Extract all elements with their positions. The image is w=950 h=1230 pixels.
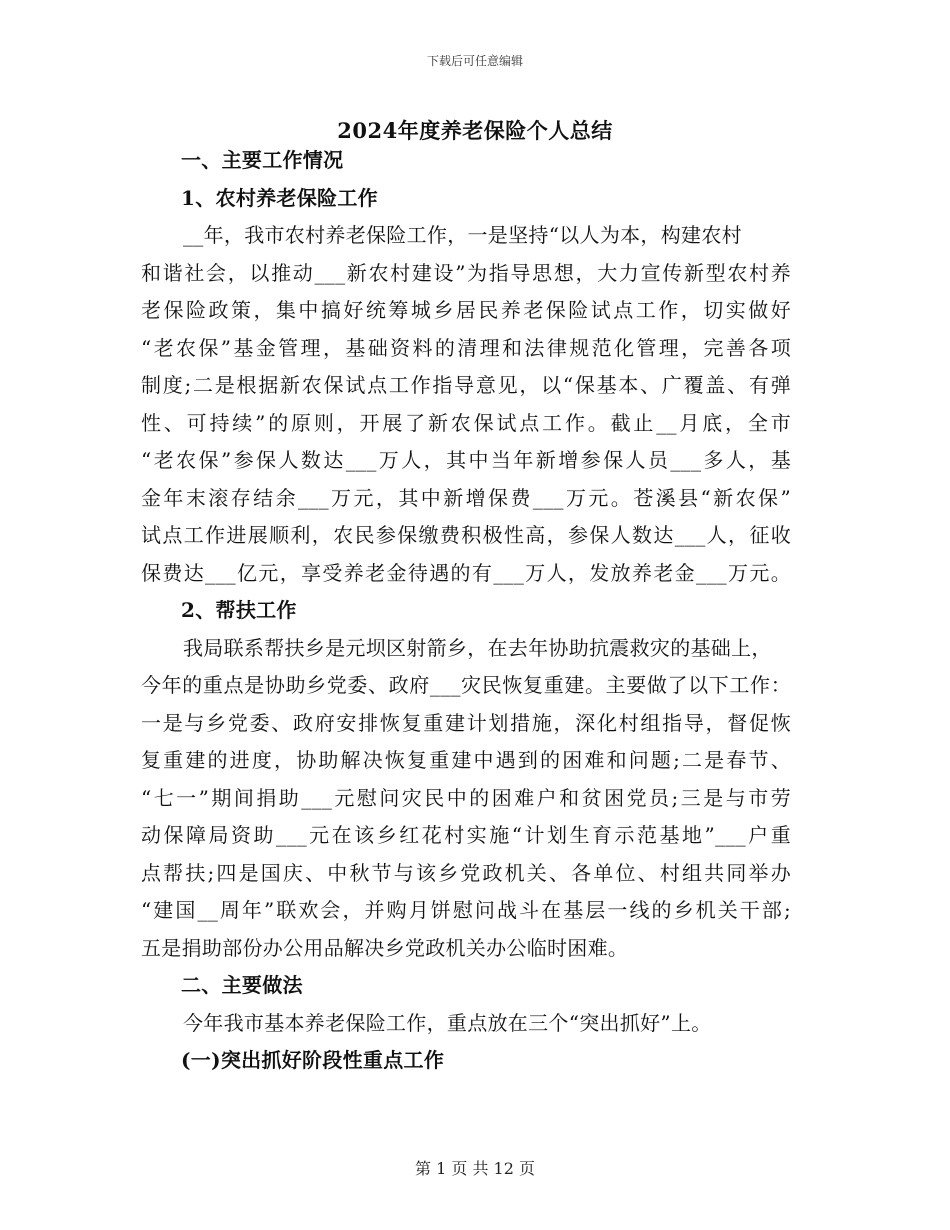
paragraph-line: “七一”期间捐助___元慰问灾民中的困难户和贫困党员;三是与市劳: [141, 785, 791, 810]
paragraph-line: 今年我市基本养老保险工作，重点放在三个“突出抓好”上。: [183, 1010, 712, 1035]
paragraph-line: 点帮扶;四是国庆、中秋节与该乡党政机关、各单位、村组共同举办: [141, 860, 791, 885]
document-title: 2024年度养老保险个人总结: [337, 118, 613, 143]
page-footer: 第 1 页 共 12 页: [415, 1159, 535, 1178]
section-heading: 2、帮扶工作: [181, 598, 297, 622]
section-heading: (一)突出抓好阶段性重点工作: [181, 1048, 445, 1072]
paragraph-line: 今年的重点是协助乡党委、政府___灾民恢复重建。主要做了以下工作：: [141, 673, 791, 697]
section-heading: 二、主要做法: [181, 973, 303, 997]
paragraph-line: 性、可持续”的原则，开展了新农保试点工作。截止__月底，全市: [141, 410, 791, 435]
paragraph-line: 金年末滚存结余___万元，其中新增保费___万元。苍溪县“新农保”: [141, 485, 791, 510]
paragraph-line: 和谐社会，以推动___新农村建设”为指导思想，大力宣传新型农村养: [141, 260, 791, 285]
section-heading: 一、主要工作情况: [181, 148, 344, 172]
paragraph-line: 一是与乡党委、政府安排恢复重建计划措施，深化村组指导，督促恢: [141, 710, 791, 735]
document-body: [141, 142, 821, 1080]
paragraph-line: 动保障局资助___元在该乡红花村实施“计划生育示范基地”___户重: [141, 823, 791, 847]
paragraph-line: 保费达___亿元，享受养老金待遇的有___万人，发放养老金___万元。: [141, 560, 791, 585]
paragraph-line: “老农保”参保人数达___万人，其中当年新增参保人员___多人，基: [141, 448, 791, 472]
paragraph-line: 复重建的进度，协助解决恢复重建中遇到的困难和问题;二是春节、: [141, 748, 791, 772]
header-note: 下载后可任意编辑: [426, 54, 523, 68]
paragraph-line: 试点工作进展顺利，农民参保缴费积极性高，参保人数达___人，征收: [141, 523, 791, 547]
paragraph-line: “老农保”基金管理，基础资料的清理和法律规范化管理，完善各项: [141, 335, 791, 360]
paragraph-line: __年，我市农村养老保险工作，一是坚持“以人为本，构建农村: [183, 223, 742, 247]
paragraph-line: 老保险政策，集中搞好统筹城乡居民养老保险试点工作，切实做好: [141, 298, 791, 322]
paragraph-line: 制度;二是根据新农保试点工作指导意见，以“保基本、广覆盖、有弹: [141, 373, 791, 397]
paragraph-line: 我局联系帮扶乡是元坝区射箭乡，在去年协助抗震救灾的基础上，: [183, 635, 772, 660]
paragraph-line: 五是捐助部份办公用品解决乡党政机关办公临时困难。: [141, 935, 629, 960]
section-heading: 1、农村养老保险工作: [181, 185, 378, 210]
paragraph-line: “建国__周年”联欢会，并购月饼慰问战斗在基层一线的乡机关干部;: [141, 898, 791, 922]
